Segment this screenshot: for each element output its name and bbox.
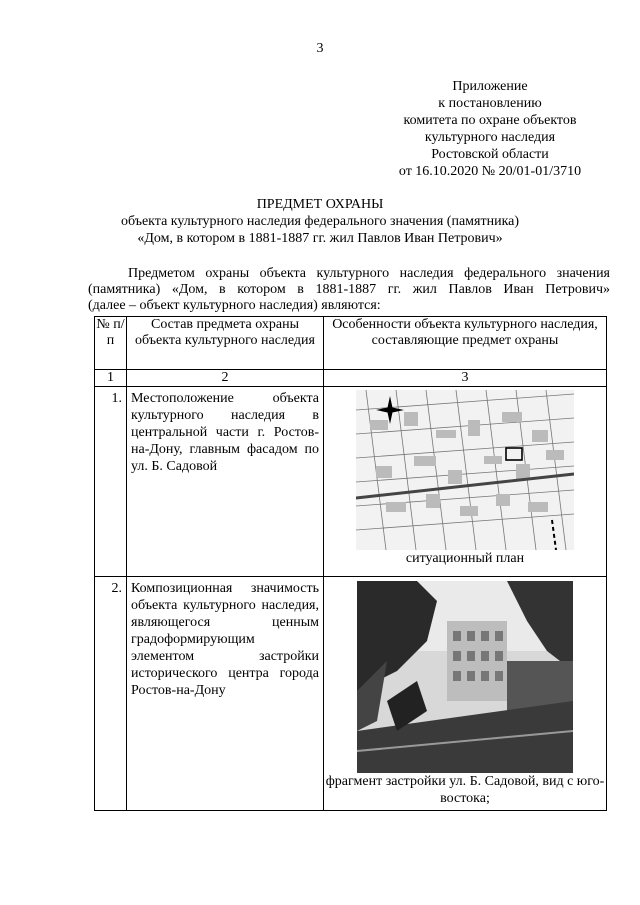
- situational-map-image: [356, 390, 574, 550]
- appendix-line: от 16.10.2020 № 20/01-01/3710: [398, 164, 582, 179]
- column-number: 1: [95, 370, 127, 387]
- row-description: Композиционная значимость объекта культурного наследия, являющегося ценным градоформирующим элементом застройки исторического центра города Ростов-на-Дону: [127, 577, 324, 811]
- table-row: [95, 387, 607, 577]
- intro-line: (памятника) «Дом, в котором в 1881-1887 гг. жил Павлов Иван Петрович»: [88, 282, 610, 297]
- row-description: Местоположение объекта культурного наследия в центральной части г. Ростов-на-Дону, главным фасадом по ул. Б. Садовой: [127, 387, 324, 577]
- page-number: 3: [316, 41, 324, 56]
- appendix-line: комитета по охране объектов: [403, 113, 577, 128]
- row-feature-cell: [324, 387, 607, 577]
- intro-paragraph: [88, 266, 610, 314]
- header-number: № п/п: [95, 317, 127, 370]
- row-number: 2.: [95, 577, 127, 811]
- photo-caption: фрагмент застройки ул. Б. Садовой, вид с юго-востока;: [325, 774, 605, 806]
- appendix-block: [380, 78, 600, 180]
- header-composition: Состав предмета охраны объекта культурного наследия: [127, 317, 324, 370]
- map-caption: ситуационный план: [405, 551, 525, 566]
- appendix-line: к постановлению: [438, 96, 542, 111]
- street-photo-image: [357, 581, 573, 773]
- intro-line: (далее – объект культурного наследия) являются:: [88, 298, 381, 313]
- document-subtitle: объекта культурного наследия федерального значения (памятника): [120, 214, 520, 229]
- appendix-line: Ростовской области: [431, 147, 549, 162]
- row-feature-cell: [324, 577, 607, 811]
- appendix-line: культурного наследия: [424, 130, 556, 145]
- header-features: Особенности объекта культурного наследия, составляющие предмет охраны: [324, 317, 607, 370]
- table-row: [95, 577, 607, 811]
- table-header-row: [95, 317, 607, 370]
- column-number: 3: [324, 370, 607, 387]
- row-number: 1.: [95, 387, 127, 577]
- protection-subject-table: [94, 316, 607, 811]
- document-title: ПРЕДМЕТ ОХРАНЫ: [256, 197, 384, 212]
- appendix-line: Приложение: [452, 79, 528, 94]
- table-column-numbers-row: [95, 370, 607, 387]
- intro-line: Предметом охраны объекта культурного наследия федерального значения: [128, 266, 610, 281]
- column-number: 2: [127, 370, 324, 387]
- document-subtitle-name: «Дом, в котором в 1881-1887 гг. жил Павлов Иван Петрович»: [137, 231, 503, 246]
